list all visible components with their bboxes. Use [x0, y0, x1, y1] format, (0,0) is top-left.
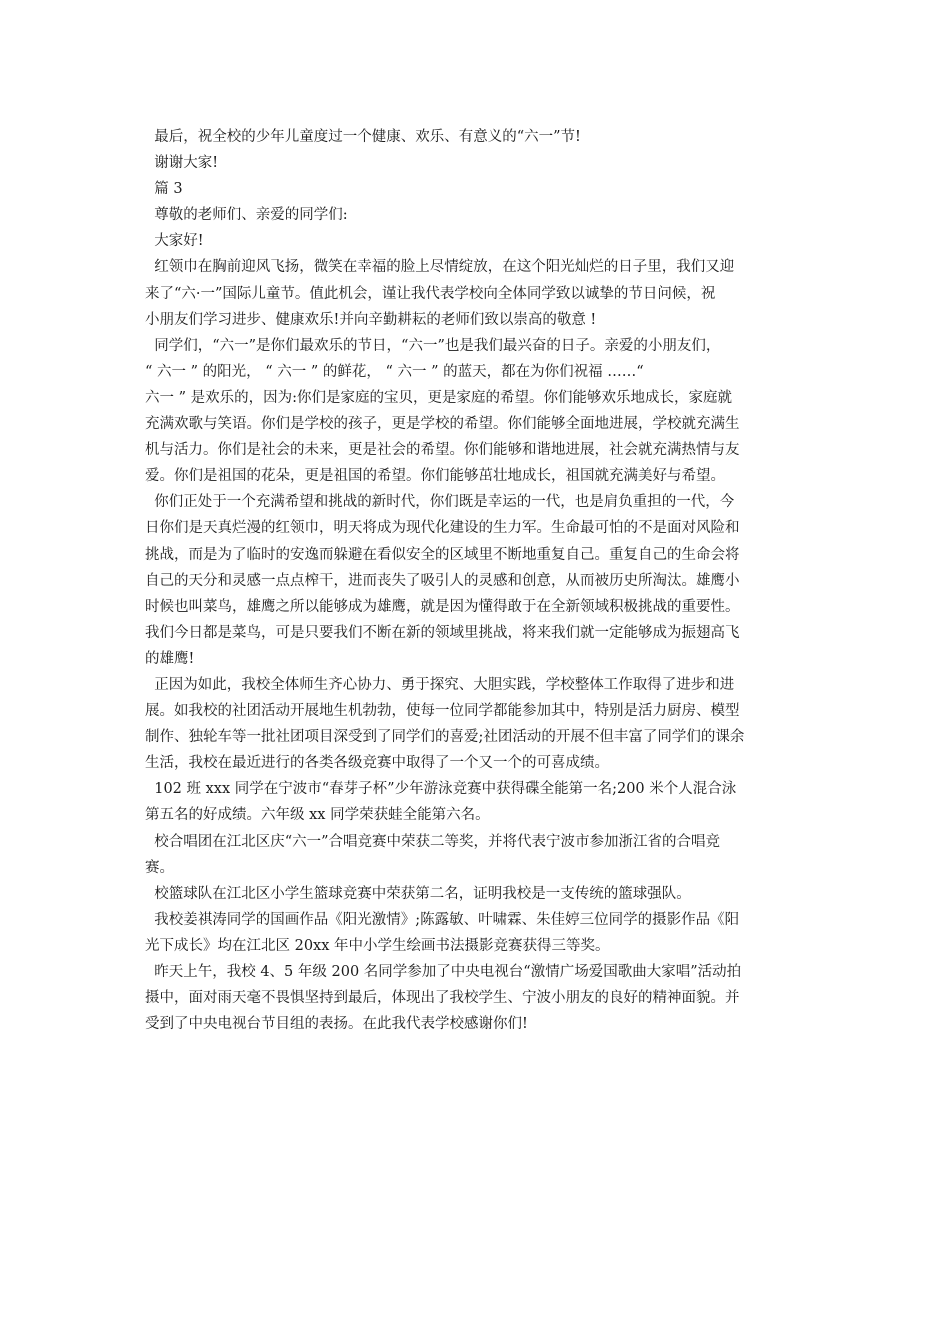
text-line: 时候也叫菜鸟，雄鹰之所以能够成为雄鹰，就是因为懂得敢于在全新领域积极挑战的重要性。: [145, 598, 740, 615]
text-line: 正因为如此，我校全体师生齐心协力、勇于探究、大胆实践，学校整体工作取得了进步和进: [145, 676, 735, 693]
text-line: 赛。: [145, 859, 174, 876]
text-line: 制作、独轮车等一批社团项目深受到了同学们的喜爱;社团活动的开展不但丰富了同学们的课余: [145, 729, 745, 746]
text-line: 展。如我校的社团活动开展地生机勃勃，使每一位同学都能参加其中，特别是活力厨房、模型: [145, 703, 740, 720]
text-line: 校合唱团在江北区庆“六一”合唱竞赛中荣获二等奖，并将代表宁波市参加浙江省的合唱竞: [145, 833, 721, 850]
text-line: “ 六一 ” 的阳光， “ 六一 ” 的鲜花， “ 六一 ” 的蓝天，都在为你们祝福 ……“: [145, 363, 644, 380]
text-line: 第五名的好成绩。六年级 xx 同学荣获蛙全能第六名。: [145, 807, 490, 824]
text-line: 摄中，面对雨天毫不畏惧坚持到最后，体现出了我校学生、宁波小朋友的良好的精神面貌。并: [145, 990, 740, 1007]
text-line: 你们正处于一个充满希望和挑战的新时代，你们既是幸运的一代，也是肩负重担的一代，今: [145, 494, 735, 511]
text-line: 谢谢大家!: [145, 155, 219, 172]
salutation: 尊敬的老师们、亲爱的同学们:: [145, 207, 348, 224]
text-line: 来了“六·一”国际儿童节。值此机会，谨让我代表学校向全体同学致以诚挚的节日问候，祝: [145, 285, 716, 302]
text-line: 受到了中央电视台节目组的表扬。在此我代表学校感谢你们!: [145, 1016, 528, 1033]
text-line: 的雄鹰!: [145, 650, 195, 667]
section-heading: 篇 3: [145, 181, 183, 198]
text-line: 最后，祝全校的少年儿童度过一个健康、欢乐、有意义的“六一”节!: [145, 129, 581, 145]
text-line: 我们今日都是菜鸟，可是只要我们不断在新的领域里挑战，将来我们就一定能够成为振翅高飞: [145, 624, 740, 641]
text-line: 六一 ” 是欢乐的，因为:你们是家庭的宝贝，更是家庭的希望。你们能够欢乐地成长，家庭就: [145, 389, 733, 406]
text-line: 充满欢歌与笑语。你们是学校的孩子，更是学校的希望。你们能够全面地进展，学校就充满生: [145, 416, 740, 433]
text-line: 生活，我校在最近进行的各类各级竞赛中取得了一个又一个的可喜成绩。: [145, 755, 609, 772]
text-line: 机与活力。你们是社会的未来，更是社会的希望。你们能够和谐地进展，社会就充满热情与友: [145, 442, 740, 459]
text-line: 我校姜祺涛同学的国画作品《阳光激情》;陈露敏、叶啸霖、朱佳婷三位同学的摄影作品《阳: [145, 911, 740, 928]
text-line: 挑战，而是为了临时的安逸而躲避在看似安全的区域里不断地重复自己。重复自己的生命会将: [145, 546, 740, 563]
text-line: 自己的天分和灵感一点点榨干，进而丧失了吸引人的灵感和创意，从而被历史所淘汰。雄鹰小: [145, 572, 740, 589]
text-line: 校篮球队在江北区小学生篮球竞赛中荣获第二名，证明我校是一支传统的篮球强队。: [145, 885, 691, 902]
text-line: 昨天上午，我校 4、5 年级 200 名同学参加了中央电视台“激情广场爱国歌曲大家唱”活动拍: [145, 964, 742, 980]
greeting: 大家好!: [145, 233, 204, 250]
text-line: 日你们是天真烂漫的红领巾，明天将成为现代化建设的生力军。生命最可怕的不是面对风险和: [145, 520, 740, 537]
text-line: 爱。你们是祖国的花朵，更是祖国的希望。你们能够茁壮地成长，祖国就充满美好与希望。: [145, 468, 725, 485]
text-line: 同学们，“六一”是你们最欢乐的节日，“六一”也是我们最兴奋的日子。亲爱的小朋友们，: [145, 337, 721, 354]
text-line: 光下成长》均在江北区 20xx 年中小学生绘画书法摄影竞赛获得三等奖。: [145, 937, 610, 954]
text-line: 红领巾在胸前迎风飞扬，微笑在幸福的脸上尽情绽放，在这个阳光灿烂的日子里，我们又迎: [145, 259, 735, 276]
document-body: [145, 124, 811, 1037]
text-line: 102 班 xxx 同学在宁波市“春芽子杯”少年游泳竞赛中获得碟全能第一名;200 米个人混合泳: [145, 781, 737, 798]
text-line: 小朋友们学习进步、健康欢乐!并向辛勤耕耘的老师们致以崇高的敬意 !: [145, 311, 597, 328]
